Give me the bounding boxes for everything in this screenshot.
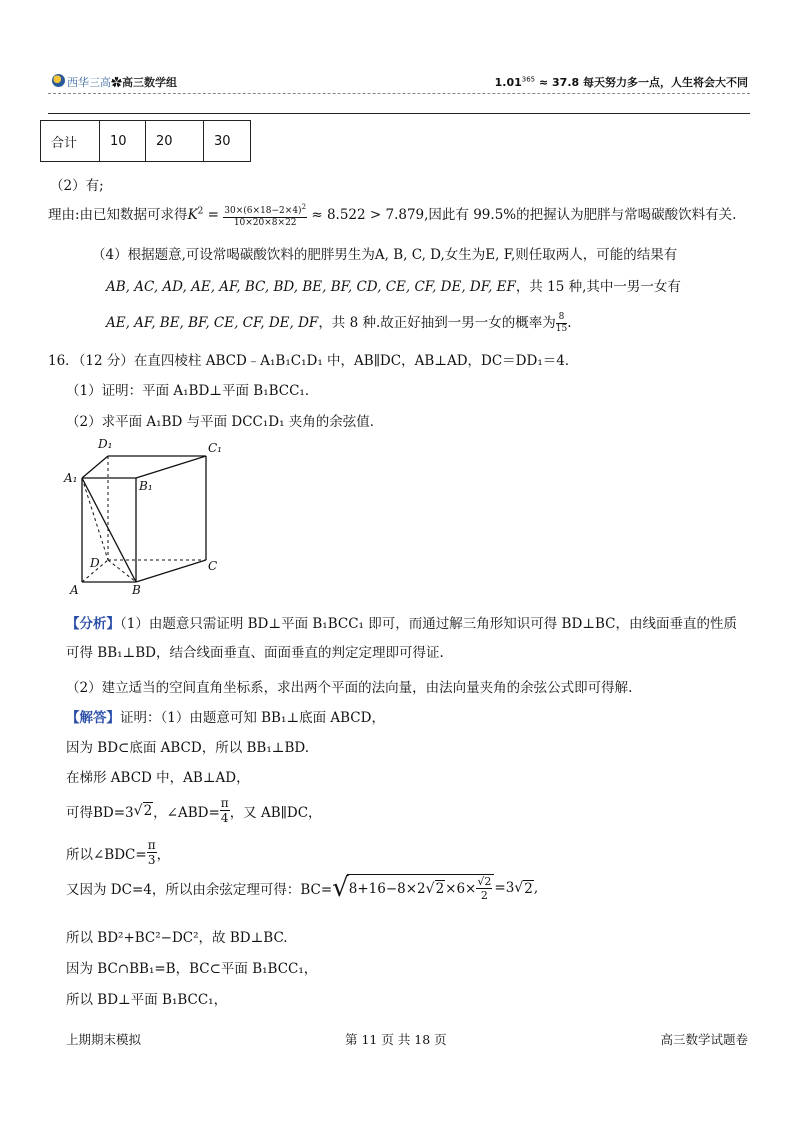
label-C1: C₁: [208, 441, 222, 455]
header-solid-rule: [48, 113, 750, 114]
angle-fraction-2: $\frac{\pi}{3}$: [147, 838, 156, 867]
sqrt-icon: √ 2: [514, 880, 533, 897]
contingency-table-total-row: [40, 120, 251, 162]
sqrt-icon: √ 2: [133, 802, 153, 819]
part2-reason: 理由:由已知数据可求得$K^2$ = $\frac{30\times(6\times 18-2\times 4)^2}{10\times 20\times 8\times 22}$ ≈ 8.522 > 7.879,因此有 99.5%的把握认为肥胖与常喝碳酸饮料有关.: [48, 203, 737, 228]
solution-line6: 又因为 DC=4，所以由余弦定理可得：BC= √ 8+16−8×2 √ 2 ×6× $\frac{√2}{2}$ =3 √ 2 ,: [66, 873, 539, 903]
table-cell-label: 合计: [41, 121, 100, 162]
solution-line3: 在梯形 ABCD 中，AB⊥AD，: [66, 770, 250, 786]
solution-line4: 可得BD=3 √ 2 ，∠ABD= $\frac{\pi}{4}$ ，又 AB∥DC，: [66, 796, 322, 825]
page-number: 第 11 页 共 18 页: [345, 1032, 447, 1047]
big-radical: √ 8+16−8×2 √ 2 ×6× $\frac{√2}{2}$: [332, 874, 494, 902]
analysis-line3: （2）建立适当的空间直角坐标系，求出两个平面的法向量，由法向量夹角的余弦公式即可得解.: [66, 680, 633, 696]
analysis-line2: 可得 BB₁⊥BD，结合线面垂直、面面垂直的判定定理即可得证.: [66, 645, 444, 661]
probability-fraction: $\frac{8}{15}$: [555, 312, 568, 334]
table-cell: 10: [100, 121, 146, 162]
label-C: C: [208, 559, 218, 573]
q16-part2: （2）求平面 A₁BD 与平面 DCC₁D₁ 夹角的余弦值．: [66, 414, 384, 430]
footer-left: 上期期末模拟: [66, 1032, 142, 1047]
analysis-tag: 【分析】: [66, 616, 120, 632]
analysis-line1: 【分析】（1）由题意只需证明 BD⊥平面 B₁BCC₁ 即可，而通过解三角形知识可得 BD⊥BC，由线面垂直的性质: [66, 616, 737, 632]
label-D: D: [90, 556, 100, 570]
solution-tag: 【解答】: [66, 710, 120, 726]
solution-line9: 所以 BD⊥平面 B₁BCC₁，: [66, 992, 228, 1008]
label-B1: B₁: [139, 479, 153, 493]
edge-B1C1: [136, 456, 206, 478]
solution-line1: 【解答】证明：（1）由题意可知 BB₁⊥底面 ABCD，: [66, 710, 385, 726]
table-row: [41, 121, 251, 162]
school-logo-icon: [52, 74, 65, 87]
edge-A1D1: [82, 456, 108, 478]
label-D1: D₁: [98, 437, 113, 451]
header-dashed-rule: [48, 93, 750, 94]
header-left: [67, 74, 177, 90]
header-motto: $1.01^{365} \approx 37.8$ 每天努力多一点，人生将会大不同: [494, 75, 748, 89]
table-cell: 30: [204, 121, 251, 162]
part4-line3: AE, AF, BE, BF, CE, CF, DE, DF，共 8 种.故正好抽到一男一女的概率为 $\frac{8}{15}$ .: [106, 312, 572, 334]
solution-line5: 所以∠BDC= $\frac{\pi}{3}$ ，: [66, 838, 171, 867]
hidden-segment-A1D: [82, 478, 108, 560]
footer-right: 高三数学试题卷: [660, 1032, 748, 1047]
edge-BC: [136, 560, 206, 582]
label-A1: A₁: [64, 471, 78, 485]
angle-fraction: $\frac{\pi}{4}$: [220, 796, 229, 825]
hidden-segment-BD: [108, 560, 136, 582]
header-group: 高三数学组: [122, 76, 177, 89]
sqrt-icon: √ 2: [425, 880, 445, 897]
solution-line2: 因为 BD⊂底面 ABCD，所以 BB₁⊥BD.: [66, 740, 310, 756]
q16-part1: （1）证明：平面 A₁BD⊥平面 B₁BCC₁．: [66, 383, 319, 399]
prism-figure: [60, 436, 230, 596]
flower-icon: ✿: [111, 76, 122, 89]
table-cell: 20: [146, 121, 204, 162]
part2-head: （2）有;: [50, 178, 104, 194]
solution-line8: 因为 BC∩BB₁=B，BC⊂平面 B₁BCC₁，: [66, 961, 318, 977]
part4-line2: AB, AC, AD, AE, AF, BC, BD, BE, BF, CD, CE, CF, DE, DF, EF，共 15 种,其中一男一女有: [106, 279, 681, 295]
label-B: B: [132, 583, 141, 596]
label-A: A: [70, 583, 79, 596]
solution-line7: 所以 BD²+BC²−DC²，故 BD⊥BC.: [66, 930, 288, 946]
q16-stem: 16．（12 分）在直四棱柱 ABCD﹣A₁B₁C₁D₁ 中，AB∥DC，AB⊥AD，DC＝DD₁＝4．: [48, 353, 579, 369]
chi-square-fraction: $\frac{30\times(6\times 18-2\times 4)^2}{10\times 20\times 8\times 22}$: [224, 203, 307, 228]
header-school: 西华三高: [67, 76, 111, 89]
part4-line1: （4）根据题意,可设常喝碳酸饮料的肥胖男生为A, B, C, D,女生为E, F,则任取两人，可能的结果有: [92, 247, 678, 263]
